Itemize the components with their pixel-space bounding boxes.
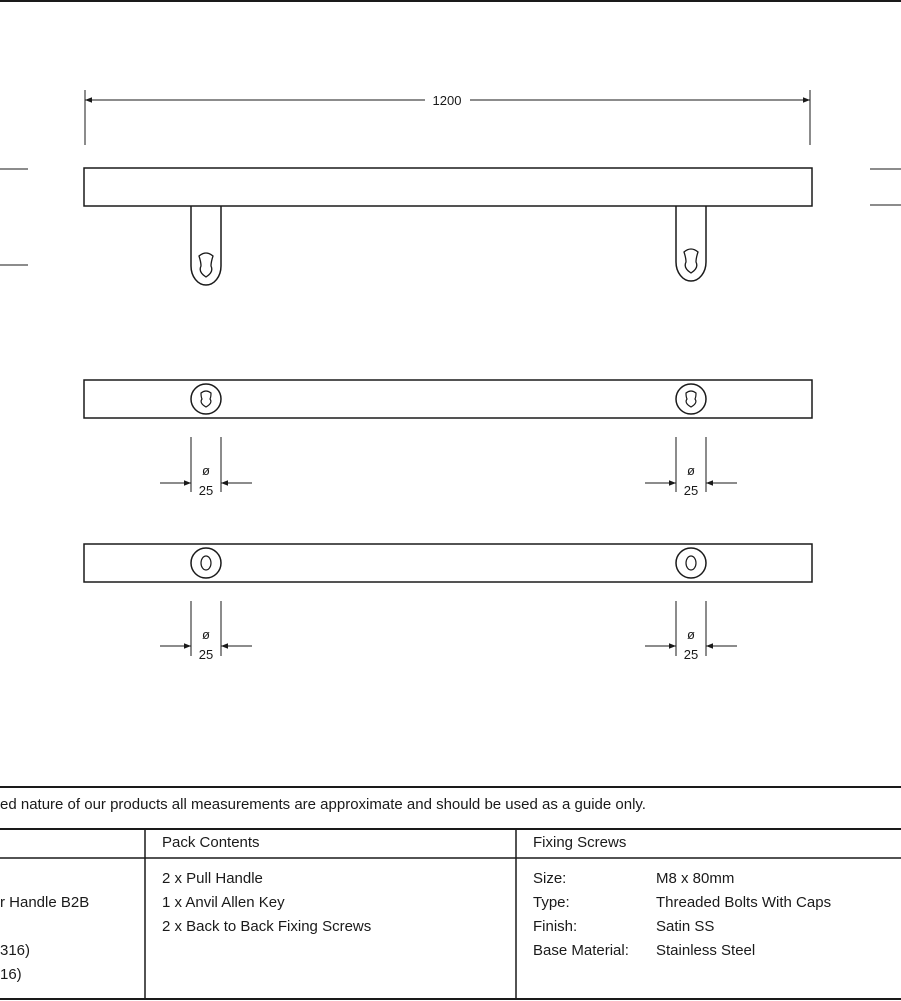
fixing-circle-left — [191, 548, 221, 578]
fixing-circle-right — [676, 548, 706, 578]
plan-view-2 — [84, 544, 812, 582]
handle-bar-plan — [84, 380, 812, 418]
diameter-symbol: ø — [687, 627, 695, 642]
diameter-symbol: ø — [687, 463, 695, 478]
spec-label: Base Material: — [533, 942, 629, 959]
diameter-value: 25 — [683, 483, 699, 498]
diameter-value: 25 — [198, 647, 214, 662]
pack-contents-header: Pack Contents — [162, 834, 260, 851]
pack-item: 2 x Back to Back Fixing Screws — [162, 918, 372, 935]
diameter-dimension-left-2 — [160, 601, 252, 662]
diameter-dimension-right-2 — [645, 601, 737, 662]
spec-value: Stainless Steel — [656, 942, 756, 959]
leg-right — [676, 206, 706, 281]
diameter-dimension-left-1 — [160, 437, 252, 498]
diameter-symbol: ø — [202, 463, 210, 478]
fixing-screws-header: Fixing Screws — [533, 834, 627, 851]
plan-view-1 — [84, 380, 812, 418]
diameter-symbol: ø — [202, 627, 210, 642]
spec-value: Satin SS — [656, 918, 715, 935]
handle-bar-plan — [84, 544, 812, 582]
fixing-circle-right — [676, 384, 706, 414]
pack-item: 2 x Pull Handle — [162, 870, 263, 887]
leg-left — [191, 206, 221, 285]
diameter-dimension-right-1 — [645, 437, 737, 498]
fixing-circle-left — [191, 384, 221, 414]
handle-bar-side — [84, 168, 812, 206]
product-line: r Handle B2B — [0, 894, 90, 911]
diameter-value: 25 — [198, 483, 214, 498]
keyhole-right — [684, 249, 698, 273]
spec-value: M8 x 80mm — [656, 870, 735, 887]
side-elevation-view — [84, 168, 812, 285]
spec-value: Threaded Bolts With Caps — [656, 894, 832, 911]
spec-label: Finish: — [533, 918, 578, 935]
keyhole-left — [199, 253, 213, 277]
overall-length-dimension — [85, 90, 810, 145]
spec-label: Type: — [533, 894, 570, 911]
pack-item: 1 x Anvil Allen Key — [162, 894, 285, 911]
spec-label: Size: — [533, 870, 567, 887]
info-table — [0, 786, 901, 1001]
diameter-value: 25 — [683, 647, 699, 662]
overall-length-label: 1200 — [432, 93, 462, 108]
disclaimer-text: ed nature of our products all measurements are approximate and should be used as a guide only. — [0, 796, 646, 813]
product-line: 316) — [0, 942, 31, 959]
product-line: 16) — [0, 966, 22, 983]
